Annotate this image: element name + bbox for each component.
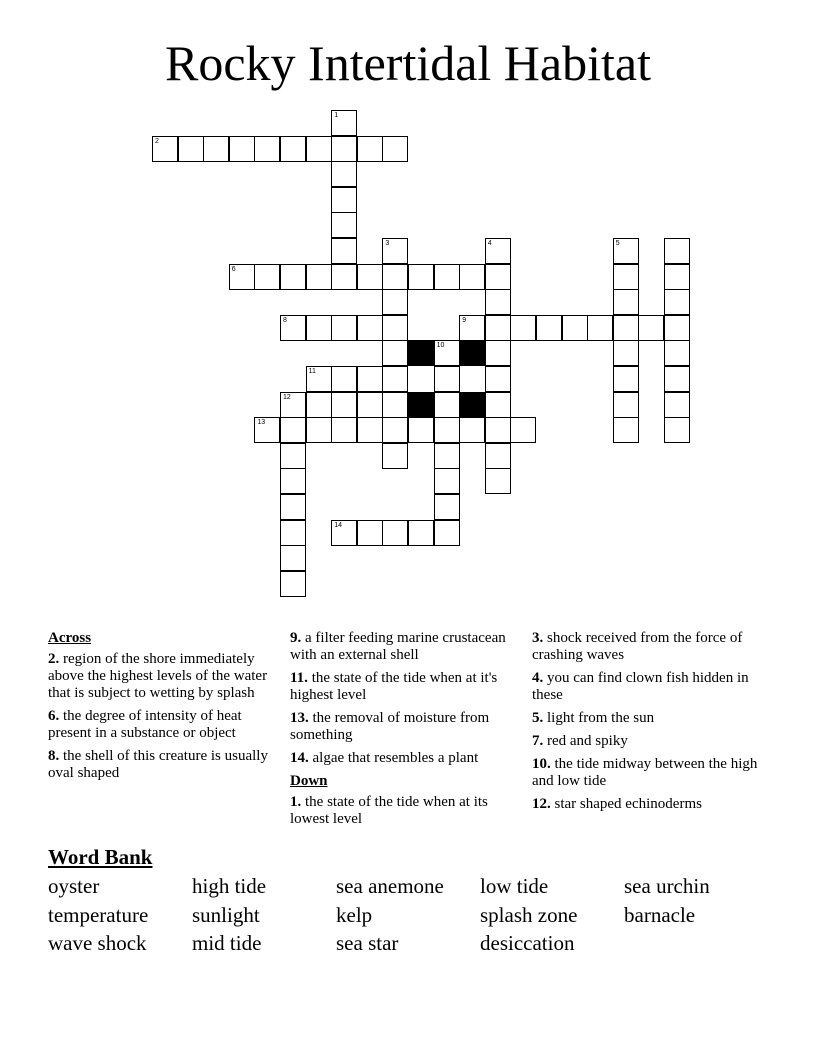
word-bank-item: desiccation — [480, 931, 575, 955]
word-bank-item: high tide — [192, 874, 267, 898]
grid-cell[interactable] — [331, 212, 357, 238]
word-bank-item: kelp — [336, 903, 373, 927]
grid-cell[interactable] — [280, 417, 306, 443]
puzzle-title: Rocky Intertidal Habitat — [165, 35, 651, 91]
clue-across-8: 8. the shell of this creature is usually oval shaped — [48, 748, 268, 781]
clue-number: 9 — [462, 316, 467, 324]
grid-cell[interactable] — [664, 366, 690, 392]
clue-across-14: 14. algae that resembles a plant — [290, 750, 479, 766]
grid-cell[interactable] — [664, 238, 690, 264]
grid-cell[interactable] — [382, 289, 408, 315]
grid-cell[interactable] — [434, 264, 460, 290]
clue-number: 1 — [334, 112, 339, 119]
grid-cell[interactable] — [280, 136, 306, 162]
grid-cell[interactable] — [613, 340, 639, 366]
grid-cell[interactable] — [638, 315, 664, 341]
grid-cell[interactable] — [613, 289, 639, 315]
clue-number: 10 — [436, 342, 445, 350]
grid-cell[interactable] — [357, 366, 383, 392]
grid-cell[interactable] — [536, 315, 562, 341]
word-bank-item: sea star — [336, 931, 399, 955]
grid-cell[interactable] — [434, 494, 460, 520]
clue-down-10: 10. the tide midway between the high and low tide — [532, 756, 758, 789]
clue-number: 4 — [487, 240, 492, 247]
grid-cell[interactable] — [434, 443, 460, 469]
clue-down-4: 4. you can find clown fish hidden in these — [532, 670, 749, 703]
word-bank-item: sea anemone — [336, 874, 444, 898]
grid-cell[interactable] — [357, 417, 383, 443]
clue-across-9: 9. a filter feeding marine crustacean with an external shell — [290, 630, 506, 663]
grid-cell[interactable] — [562, 315, 588, 341]
clue-number: 3 — [385, 240, 390, 247]
clue-column-2 — [290, 630, 522, 834]
grid-cell[interactable] — [613, 315, 639, 341]
grid-cell[interactable] — [408, 520, 434, 546]
grid-cell[interactable] — [357, 520, 383, 546]
grid-cell[interactable] — [357, 392, 383, 418]
grid-cell[interactable] — [382, 136, 408, 162]
grid-cell[interactable] — [306, 315, 332, 341]
grid-cell[interactable] — [382, 443, 408, 469]
clue-across-11: 11. the state of the tide when at it's highest level — [290, 670, 498, 703]
word-bank-item: wave shock — [48, 931, 147, 955]
clue-column-3 — [532, 630, 768, 819]
grid-cell[interactable] — [459, 417, 485, 443]
grid-cell[interactable] — [357, 136, 383, 162]
grid-cell[interactable] — [485, 443, 511, 469]
clue-down-3: 3. shock received from the force of crashing waves — [532, 630, 743, 663]
grid-cell[interactable] — [306, 136, 332, 162]
clue-down-1: 1. the state of the tide when at its lowest level — [290, 794, 488, 827]
black-cell — [408, 392, 434, 418]
grid-cell[interactable] — [434, 520, 460, 546]
clue-down-5: 5. light from the sun — [532, 710, 655, 726]
grid-cell[interactable] — [357, 264, 383, 290]
black-cell — [459, 340, 485, 366]
grid-cell[interactable] — [587, 315, 613, 341]
grid-cell[interactable] — [254, 264, 280, 290]
grid-cell[interactable] — [613, 392, 639, 418]
clue-number: 11 — [308, 368, 316, 375]
grid-cell[interactable] — [613, 366, 639, 392]
grid-cell[interactable] — [331, 238, 357, 264]
grid-cell[interactable] — [664, 417, 690, 443]
grid-cell[interactable] — [434, 340, 460, 366]
grid-cell[interactable] — [434, 392, 460, 418]
grid-cell[interactable] — [485, 315, 511, 341]
grid-cell[interactable] — [203, 136, 229, 162]
grid-cell[interactable] — [280, 571, 306, 597]
clue-number: 6 — [231, 265, 236, 273]
grid-cell[interactable] — [178, 136, 204, 162]
clue-number: 12 — [283, 393, 291, 401]
black-cell — [459, 392, 485, 418]
grid-cell[interactable] — [434, 468, 460, 494]
grid-cell[interactable] — [485, 264, 511, 290]
grid-cell[interactable] — [306, 264, 332, 290]
black-cell — [408, 340, 434, 366]
grid-cell[interactable] — [331, 315, 357, 341]
grid-cell[interactable] — [664, 392, 690, 418]
grid-cell[interactable] — [613, 417, 639, 443]
grid-cell[interactable] — [485, 417, 511, 443]
grid-cell[interactable] — [280, 545, 306, 571]
grid-cell[interactable] — [485, 366, 511, 392]
grid-cell[interactable] — [229, 264, 255, 290]
grid-cell[interactable] — [382, 520, 408, 546]
grid-cell[interactable] — [434, 366, 460, 392]
grid-cell[interactable] — [408, 417, 434, 443]
grid-cell[interactable] — [664, 340, 690, 366]
grid-cell[interactable] — [434, 417, 460, 443]
grid-cell[interactable] — [331, 110, 357, 136]
grid-cell[interactable] — [229, 136, 255, 162]
grid-cell[interactable] — [331, 520, 357, 546]
clue-column-1 — [48, 630, 280, 788]
grid-cell[interactable] — [485, 340, 511, 366]
grid-cell[interactable] — [664, 315, 690, 341]
grid-cell[interactable] — [485, 289, 511, 315]
grid-cell[interactable] — [382, 417, 408, 443]
clue-number: 14 — [334, 521, 342, 529]
grid-cell[interactable] — [382, 315, 408, 341]
grid-cell[interactable] — [306, 392, 332, 418]
grid-cell[interactable] — [331, 187, 357, 213]
grid-cell[interactable] — [306, 366, 332, 392]
grid-cell[interactable] — [280, 392, 306, 418]
grid-cell[interactable] — [254, 417, 280, 443]
grid-cell[interactable] — [280, 520, 306, 546]
clue-number: 8 — [283, 316, 287, 324]
grid-cell[interactable] — [459, 315, 485, 341]
word-bank-item: mid tide — [192, 931, 262, 955]
grid-cell[interactable] — [331, 392, 357, 418]
grid-cell[interactable] — [382, 366, 408, 392]
grid-cell[interactable] — [664, 289, 690, 315]
clue-number: 5 — [615, 240, 620, 247]
grid-cell[interactable] — [280, 315, 306, 341]
clue-number: 13 — [257, 419, 266, 427]
grid-cell[interactable] — [306, 417, 332, 443]
grid-cell[interactable] — [331, 161, 357, 187]
word-bank-item: temperature — [48, 903, 149, 927]
clue-across-2: 2. region of the shore immediately above the highest levels of the water that is subject to wetting by splash — [48, 651, 268, 701]
word-bank-item: splash zone — [480, 903, 578, 927]
clue-down-7: 7. red and spiky — [532, 733, 628, 749]
grid-cell[interactable] — [382, 238, 408, 264]
word-bank-item: sunlight — [192, 903, 260, 927]
grid-cell[interactable] — [280, 494, 306, 520]
grid-cell[interactable] — [485, 392, 511, 418]
clue-across-13: 13. the removal of moisture from something — [290, 710, 490, 743]
grid-cell[interactable] — [331, 366, 357, 392]
grid-cell[interactable] — [152, 136, 178, 162]
grid-cell[interactable] — [280, 468, 306, 494]
grid-cell[interactable] — [510, 315, 536, 341]
word-bank-item: oyster — [48, 874, 100, 898]
grid-cell[interactable] — [459, 264, 485, 290]
grid-cell[interactable] — [331, 417, 357, 443]
word-bank-item: barnacle — [624, 903, 696, 927]
grid-cell[interactable] — [613, 238, 639, 264]
word-bank-item: sea urchin — [624, 874, 710, 898]
clue-down-12: 12. star shaped echinoderms — [532, 796, 702, 812]
grid-cell[interactable] — [382, 264, 408, 290]
grid-cell[interactable] — [408, 264, 434, 290]
grid-cell[interactable] — [485, 468, 511, 494]
across-heading: Across — [48, 630, 92, 646]
grid-cell[interactable] — [382, 392, 408, 418]
grid-cell[interactable] — [280, 264, 306, 290]
grid-cell[interactable] — [331, 264, 357, 290]
clue-number: 2 — [155, 137, 159, 145]
grid-cell[interactable] — [485, 238, 511, 264]
clue-across-6: 6. the degree of intensity of heat present in a substance or object — [48, 708, 242, 741]
grid-cell[interactable] — [357, 315, 383, 341]
grid-cell[interactable] — [510, 417, 536, 443]
grid-cell[interactable] — [331, 136, 357, 162]
grid-cell[interactable] — [280, 443, 306, 469]
grid-cell[interactable] — [382, 340, 408, 366]
grid-cell[interactable] — [664, 264, 690, 290]
grid-cell[interactable] — [254, 136, 280, 162]
word-bank-item: low tide — [480, 874, 549, 898]
grid-cell[interactable] — [613, 264, 639, 290]
word-bank-title: Word Bank — [48, 845, 153, 869]
down-heading: Down — [290, 773, 328, 789]
